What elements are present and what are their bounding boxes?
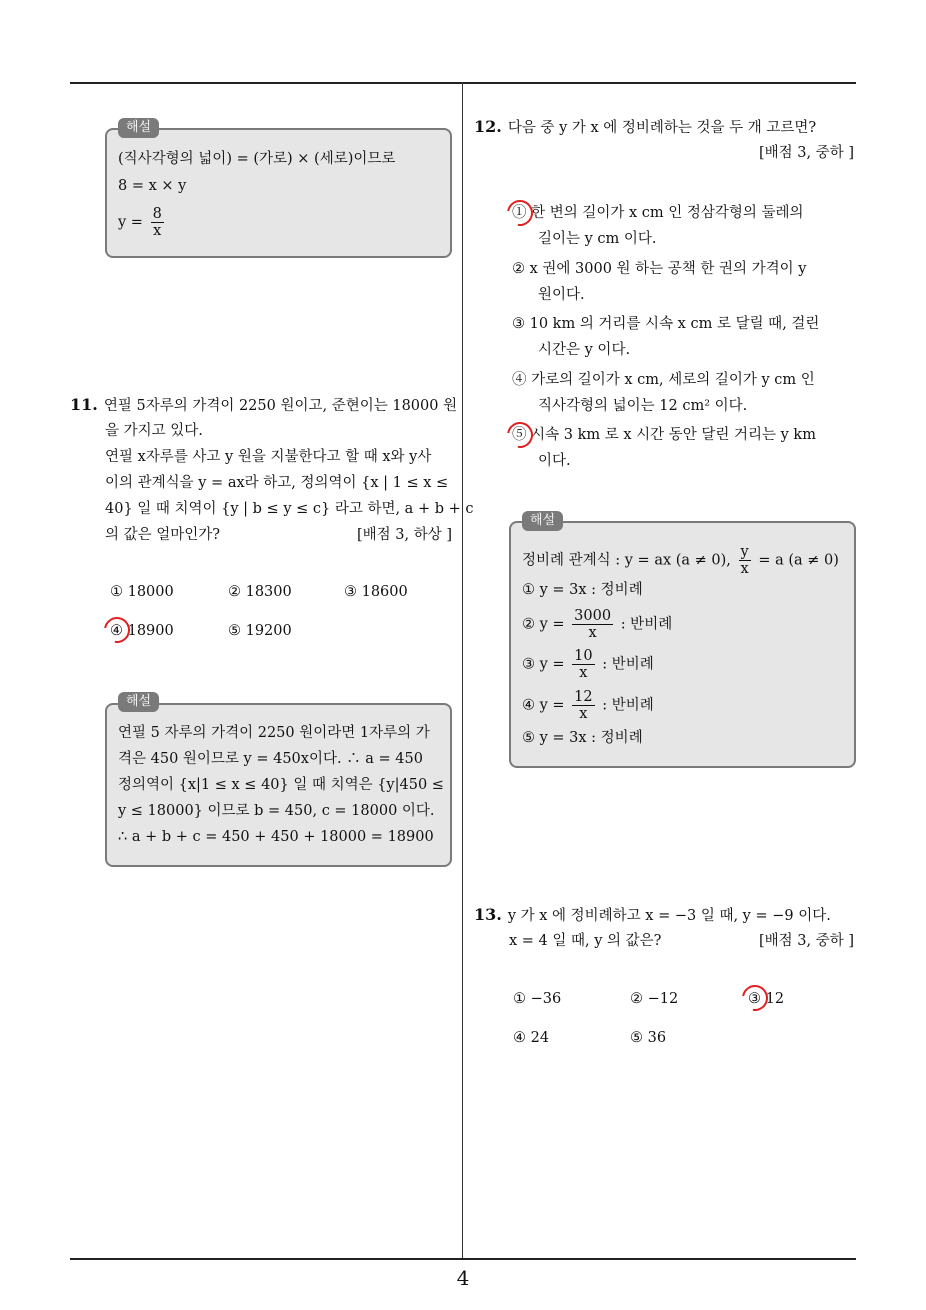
q11-option-5[interactable]: ⑤ 19200	[228, 623, 292, 639]
top-rule	[70, 82, 856, 84]
sol12-l2-rhs: : 반비례	[620, 616, 673, 633]
q11-line1	[70, 392, 457, 419]
denominator: x	[579, 706, 588, 722]
numerator: 10	[574, 648, 593, 664]
sol12-l3-rhs: : 반비례	[602, 656, 654, 673]
sol12-line1: ① y = 3x : 정비례	[522, 582, 643, 598]
sol12-head	[522, 544, 839, 577]
column-divider	[462, 82, 463, 1258]
q12-option-1-cont: 길이는 y cm 이다.	[538, 231, 657, 247]
sol12-l3-fraction	[572, 648, 594, 681]
sol12-l2-fraction	[572, 608, 613, 641]
q12-option-4[interactable]: ④ 가로의 길이가 x cm, 세로의 길이가 y cm 인	[512, 372, 815, 388]
sol12-l2-lhs: ② y =	[522, 616, 565, 633]
numerator: 12	[574, 689, 593, 705]
q13-text: y 가 x 에 정비례하고 x = −3 일 때, y = −9 이다.	[507, 908, 831, 924]
sol11-line4: y ≤ 18000} 이므로 b = 450, c = 18000 이다.	[118, 803, 435, 819]
q13-number: 13.	[474, 905, 502, 924]
q11-line6: 의 값은 얼마인가?	[105, 527, 221, 543]
sol10-lhs: y =	[118, 214, 143, 231]
sol12-line3	[522, 648, 654, 681]
solution-tag: 해설	[522, 511, 563, 531]
q11-option-3[interactable]: ③ 18600	[344, 584, 408, 600]
q11-option-4[interactable]: ④ 18900	[110, 623, 174, 639]
q11-option-1[interactable]: ① 18000	[110, 584, 174, 600]
sol10-fraction	[151, 206, 164, 239]
q11-number: 11.	[70, 395, 98, 414]
q11-score: [배점 3, 하상 ]	[356, 527, 452, 543]
q11-option-2[interactable]: ② 18300	[228, 584, 292, 600]
sol11-line3: 정의역이 {x|1 ≤ x ≤ 40} 일 때 치역은 {y|450 ≤	[118, 777, 444, 793]
sol12-l4-rhs: : 반비례	[602, 697, 654, 714]
bottom-rule	[70, 1258, 856, 1260]
q13-line1	[474, 902, 831, 929]
q11-line3: 연필 x자루를 사고 y 원을 지불한다고 할 때 x와 y사	[105, 449, 432, 465]
q12-option-4-cont: 직사각형의 넓이는 12 cm² 이다.	[538, 398, 748, 414]
sol12-head-fraction	[739, 544, 751, 577]
q13-line2: x = 4 일 때, y 의 값은?	[509, 933, 662, 949]
q13-option-1[interactable]: ① −36	[513, 991, 562, 1007]
sol12-line4	[522, 689, 654, 722]
answer-mark-circle	[99, 612, 135, 648]
sol12-l4-lhs: ④ y =	[522, 697, 565, 714]
sol12-line2	[522, 608, 672, 641]
numerator: 3000	[574, 608, 612, 624]
q12-option-2[interactable]: ② x 권에 3000 원 하는 공책 한 권의 가격이 y	[512, 261, 807, 277]
sol12-line5: ⑤ y = 3x : 정비례	[522, 730, 643, 746]
q13-option-3[interactable]: ③ 12	[748, 991, 785, 1007]
q12-number: 12.	[474, 117, 502, 136]
q12-stem	[474, 114, 816, 141]
solution-tag: 해설	[118, 118, 159, 138]
denominator: x	[588, 625, 597, 641]
page-number: 4	[456, 1266, 470, 1290]
sol10-line2: 8 = x × y	[118, 178, 187, 194]
q11-line2: 을 가지고 있다.	[105, 423, 203, 439]
denominator: x	[740, 561, 749, 577]
sol12-head-text: 정비례 관계식 : y = ax (a ≠ 0),	[522, 552, 731, 569]
q12-option-3[interactable]: ③ 10 km 의 거리를 시속 x cm 로 달릴 때, 걸린	[512, 316, 820, 332]
sol12-l3-lhs: ③ y =	[522, 656, 565, 673]
q11-line4: 이의 관계식을 y = ax라 하고, 정의역이 {x | 1 ≤ x ≤	[105, 475, 449, 491]
denominator: x	[579, 665, 588, 681]
q12-option-1[interactable]: ① 한 변의 길이가 x cm 인 정삼각형의 둘레의	[512, 205, 804, 221]
sol10-line1: (직사각형의 넓이) = (가로) × (세로)이므로	[118, 151, 396, 167]
q12-option-3-cont: 시간은 y 이다.	[538, 342, 631, 358]
q12-option-5[interactable]: ⑤ 시속 3 km 로 x 시간 동안 달린 거리는 y km	[512, 427, 816, 443]
q12-text: 다음 중 y 가 x 에 정비례하는 것을 두 개 고르면?	[507, 120, 817, 136]
q13-option-2[interactable]: ② −12	[630, 991, 679, 1007]
denominator: x	[153, 223, 162, 239]
solution-tag: 해설	[118, 692, 159, 712]
sol11-line1: 연필 5 자루의 가격이 2250 원이라면 1자루의 가	[118, 725, 430, 741]
q12-score: [배점 3, 중하 ]	[758, 145, 854, 161]
q11-text: 연필 5자루의 가격이 2250 원이고, 준현이는 18000 원	[103, 398, 458, 414]
sol11-line2: 격은 450 원이므로 y = 450x이다. ∴ a = 450	[118, 751, 423, 767]
q13-score: [배점 3, 중하 ]	[758, 933, 854, 949]
sol12-l4-fraction	[572, 689, 594, 722]
q13-option-4[interactable]: ④ 24	[513, 1030, 550, 1046]
sol12-head-tail: = a (a ≠ 0)	[758, 552, 839, 569]
numerator: y	[740, 544, 749, 560]
numerator: 8	[152, 206, 162, 222]
q12-option-2-cont: 원이다.	[538, 287, 585, 303]
sol11-line5: ∴ a + b + c = 450 + 450 + 18000 = 18900	[118, 829, 434, 845]
q11-line5: 40} 일 때 치역이 {y | b ≤ y ≤ c} 라고 하면, a + b + c	[105, 501, 474, 517]
q12-option-5-cont: 이다.	[538, 453, 571, 469]
q13-option-5[interactable]: ⑤ 36	[630, 1030, 667, 1046]
answer-mark-circle	[737, 980, 773, 1016]
sol10-line3	[118, 206, 167, 239]
